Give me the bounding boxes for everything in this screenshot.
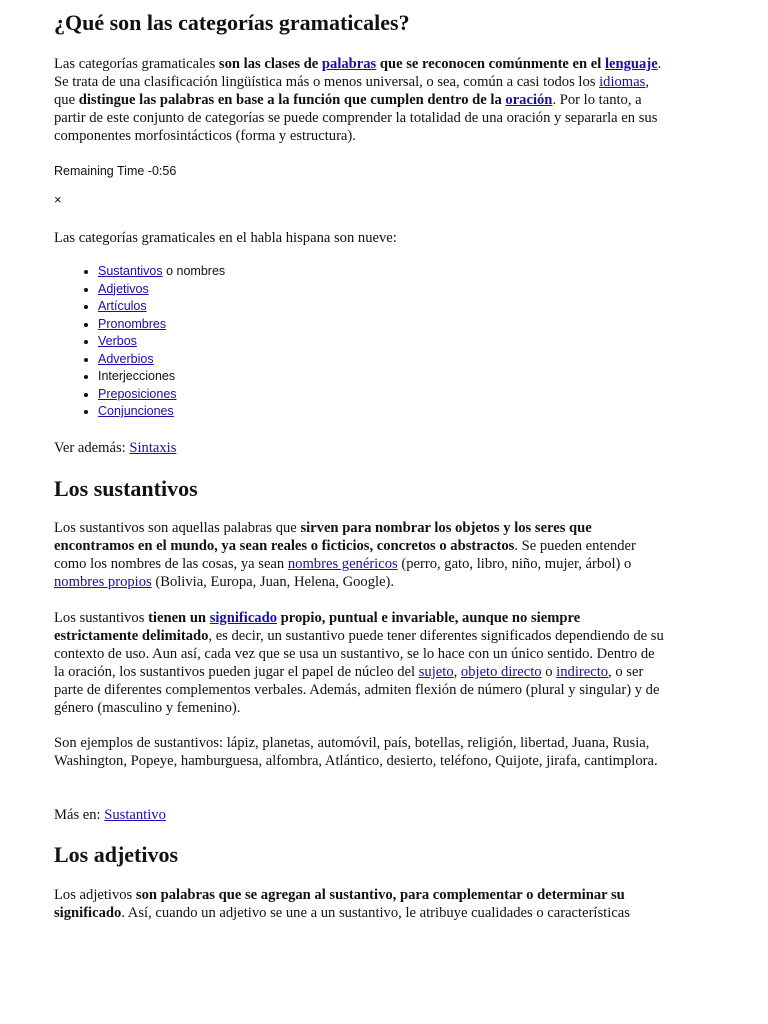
category-item (98, 316, 708, 334)
close-icon[interactable]: × (54, 192, 62, 207)
paragraph-text: o (541, 664, 557, 680)
link-sujeto[interactable]: sujeto (418, 664, 454, 680)
paragraph-bold-text: sirven para nombrar los objetos y los seres que encontramos en el mundo, ya sean reales o ficticios, concretos o abstractos (54, 520, 592, 554)
link-nombres-propios[interactable]: nombres propios (54, 574, 152, 590)
mas-en-label: Más en: (54, 807, 105, 823)
paragraph-text: Los sustantivos (54, 610, 149, 626)
category-item (98, 351, 708, 369)
category-item (98, 386, 708, 404)
section-heading-sustantivos: Los sustantivos (54, 476, 198, 501)
category-item (98, 368, 708, 386)
paragraph-bold-text: tienen un (148, 610, 210, 626)
list-intro: Las categorías gramaticales en el habla hispana son nueve: (54, 230, 397, 246)
category-link[interactable]: Verbos (98, 334, 137, 348)
ver-ademas (54, 439, 664, 457)
category-link[interactable]: Adjetivos (98, 281, 149, 296)
paragraph-text: Los sustantivos son aquellas palabras que (54, 520, 301, 536)
adjetivos-paragraph-1 (54, 886, 664, 922)
paragraph-text: , o ser parte de diferentes complementos verbales. Además, admiten flexión de número (plural y singular) y de género (masculino y femenino). (54, 664, 660, 716)
link-significado[interactable]: significado (209, 610, 278, 626)
paragraph-text: . Así, cuando un adjetivo se une a un sustantivo, le atribuye cualidades o características (121, 905, 630, 921)
link-nombres-genericos[interactable]: nombres genéricos (287, 556, 398, 572)
intro-text: . Se trata de una clasificación lingüística más o menos universal, o sea, común a casi todos los (54, 56, 662, 90)
category-link[interactable]: Pronombres (98, 316, 167, 331)
category-link[interactable]: Adverbios (98, 351, 154, 366)
link-oracion[interactable]: oración (505, 92, 553, 108)
intro-bold-text: que se reconocen comúnmente en el (376, 56, 605, 72)
paragraph-text: , (453, 664, 461, 680)
link-lenguaje[interactable]: lenguaje (604, 56, 658, 72)
paragraph-bold-text: propio, puntual e invariable, aunque no siempre estrictamente delimitado (54, 610, 581, 644)
intro-paragraph (54, 55, 664, 145)
category-label: Interjecciones (98, 369, 176, 383)
intro-bold-text: distingue las palabras en base a la función que cumplen dentro de la (78, 92, 506, 108)
paragraph-text: Los adjetivos (54, 887, 136, 903)
ver-ademas-label: Ver además: (54, 440, 130, 456)
intro-text: Las categorías gramaticales (54, 56, 219, 72)
mas-en (54, 806, 664, 824)
link-palabras[interactable]: palabras (321, 56, 377, 72)
category-link[interactable]: Conjunciones (98, 404, 174, 418)
link-sintaxis[interactable]: Sintaxis (129, 440, 177, 456)
sustantivos-paragraph-2 (54, 609, 664, 717)
paragraph-text: (perro, gato, libro, niño, mujer, árbol) o (397, 556, 632, 572)
category-item (98, 298, 708, 316)
sustantivos-paragraph-3: Son ejemplos de sustantivos: lápiz, planetas, automóvil, país, botellas, religión, libertad, Juana, Rusia, Washington, Popeye, hamburguesa, alfombra, Atlántico, desierto, teléfono, Quijote, jirafa, cantimplora. (54, 735, 658, 769)
category-link[interactable]: Sustantivos (98, 264, 163, 278)
link-idiomas[interactable]: idiomas (599, 74, 646, 90)
category-item (98, 403, 708, 421)
categories-list (54, 263, 708, 421)
category-link[interactable]: Artículos (98, 299, 147, 313)
paragraph-text: (Bolivia, Europa, Juan, Helena, Google). (151, 574, 395, 590)
link-objeto-directo[interactable]: objeto directo (460, 664, 542, 680)
category-link[interactable]: Preposiciones (98, 386, 177, 401)
section-heading-adjetivos: Los adjetivos (54, 842, 179, 867)
intro-text: , que (54, 74, 649, 108)
category-item (98, 263, 708, 281)
intro-text: . Por lo tanto, a partir de este conjunto de categorías se puede comprender la totalidad de una oración y separarla en sus componentes morfosintácticos (forma y estructura). (54, 92, 658, 144)
category-item (98, 333, 708, 351)
category-suffix: o nombres (162, 264, 226, 278)
paragraph-bold-text: son palabras que se agregan al sustantivo, para complementar o determinar su significado (54, 887, 625, 921)
link-indirecto[interactable]: indirecto (556, 664, 609, 680)
link-sustantivo[interactable]: Sustantivo (104, 807, 166, 823)
paragraph-text: , es decir, un sustantivo puede tener diferentes significados dependiendo de su contexto de uso. Aun así, cada vez que se usa un sustantivo, se lo hace con un único sentido. Dentro de la oración, los sustantivos pueden jugar el papel de núcleo del (54, 628, 664, 680)
intro-bold-text: son las clases de (218, 56, 322, 72)
sustantivos-paragraph-1 (54, 519, 664, 591)
category-item (98, 281, 708, 299)
page-title: ¿Qué son las categorías gramaticales? (54, 10, 410, 35)
video-remaining-time: Remaining Time -0:56 (54, 164, 177, 178)
paragraph-text: . Se pueden entender como los nombres de las cosas, ya sean (54, 538, 636, 572)
